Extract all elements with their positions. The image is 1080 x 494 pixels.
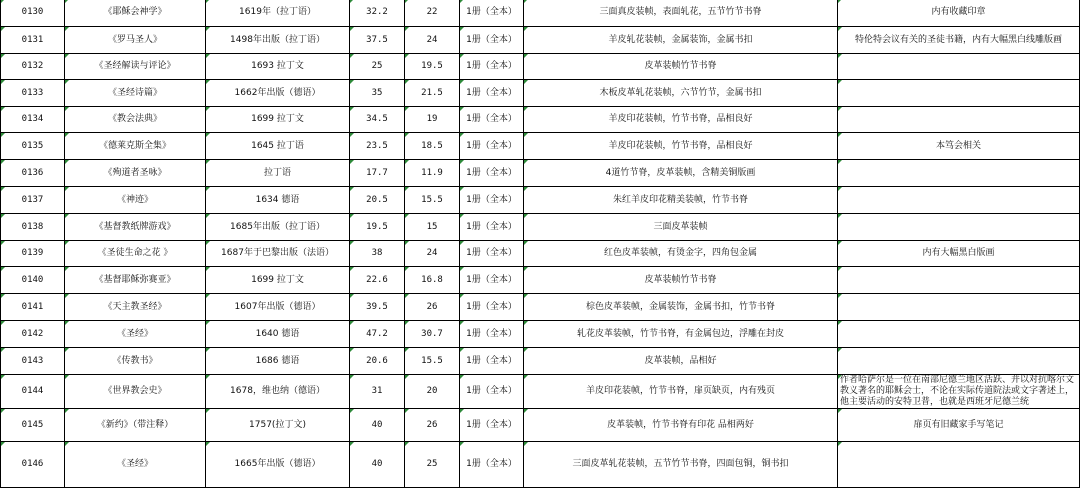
table-row bbox=[1, 321, 1080, 348]
cell-width-cm[interactable]: 24 bbox=[405, 241, 460, 267]
cell-book-title[interactable]: 《天主教圣经》 bbox=[65, 294, 206, 321]
cell-height-cm[interactable]: 34.5 bbox=[350, 107, 405, 133]
cell-note[interactable] bbox=[838, 214, 1080, 241]
cell-width-cm[interactable]: 26 bbox=[405, 409, 460, 442]
cell-height-cm[interactable]: 35 bbox=[350, 80, 405, 107]
cell-height-cm[interactable]: 17.7 bbox=[350, 160, 405, 187]
cell-height-cm[interactable]: 37.5 bbox=[350, 27, 405, 54]
cell-book-title[interactable]: 《教会法典》 bbox=[65, 107, 206, 133]
cell-book-title[interactable]: 《圣经》 bbox=[65, 442, 206, 488]
cell-binding[interactable]: 羊皮印花装帧，竹节书脊，扉页缺页，内有残页 bbox=[524, 375, 838, 409]
cell-height-cm[interactable]: 20.5 bbox=[350, 187, 405, 214]
cell-volume-count[interactable]: 1册（全本） bbox=[460, 267, 524, 294]
table-row bbox=[1, 267, 1080, 294]
cell-note[interactable] bbox=[838, 321, 1080, 348]
cell-publication[interactable]: 1607年出版（德语） bbox=[206, 294, 350, 321]
cell-publication[interactable]: 1619年（拉丁语） bbox=[206, 0, 350, 27]
table-row bbox=[1, 107, 1080, 133]
cell-note[interactable] bbox=[838, 54, 1080, 80]
cell-book-title[interactable]: 《传教书》 bbox=[65, 348, 206, 375]
cell-width-cm[interactable]: 16.8 bbox=[405, 267, 460, 294]
cell-catalog-number[interactable]: 0136 bbox=[1, 160, 65, 187]
cell-catalog-number[interactable]: 0140 bbox=[1, 267, 65, 294]
cell-book-title[interactable]: 《圣徒生命之花 》 bbox=[65, 241, 206, 267]
table-row bbox=[1, 442, 1080, 488]
cell-book-title[interactable]: 《殉道者圣咏》 bbox=[65, 160, 206, 187]
cell-note[interactable] bbox=[838, 348, 1080, 375]
cell-volume-count[interactable]: 1册（全本） bbox=[460, 107, 524, 133]
cell-height-cm[interactable]: 47.2 bbox=[350, 321, 405, 348]
cell-binding[interactable]: 皮革装帧，竹节书脊有印花 品相两好 bbox=[524, 409, 838, 442]
cell-width-cm[interactable]: 15.5 bbox=[405, 187, 460, 214]
cell-note[interactable] bbox=[838, 442, 1080, 488]
cell-book-title[interactable]: 《基督教纸牌游戏》 bbox=[65, 214, 206, 241]
cell-volume-count[interactable]: 1册（全本） bbox=[460, 54, 524, 80]
cell-publication[interactable]: 1640 德语 bbox=[206, 321, 350, 348]
cell-width-cm[interactable]: 30.7 bbox=[405, 321, 460, 348]
cell-volume-count[interactable]: 1册（全本） bbox=[460, 133, 524, 160]
cell-publication[interactable]: 1678，维也纳（德语） bbox=[206, 375, 350, 409]
cell-height-cm[interactable]: 22.6 bbox=[350, 267, 405, 294]
cell-binding[interactable]: 皮革装帧竹节书脊 bbox=[524, 54, 838, 80]
cell-volume-count[interactable]: 1册（全本） bbox=[460, 0, 524, 27]
cell-binding[interactable]: 皮革装帧竹节书脊 bbox=[524, 267, 838, 294]
cell-width-cm[interactable]: 20 bbox=[405, 375, 460, 409]
cell-catalog-number[interactable]: 0130 bbox=[1, 0, 65, 27]
cell-note[interactable]: 作者哈萨尔是一位在南部尼德兰地区活跃、并以对抗喀尔文教义著名的耶稣会士，不论在实际传道院法或文字著述上，他主要活动的安特卫普，也就是西班牙尼德兰统 bbox=[838, 375, 1080, 409]
cell-width-cm[interactable]: 19 bbox=[405, 107, 460, 133]
cell-catalog-number[interactable]: 0137 bbox=[1, 187, 65, 214]
table-row bbox=[1, 375, 1080, 409]
cell-volume-count[interactable]: 1册（全本） bbox=[460, 348, 524, 375]
cell-binding[interactable]: 朱红羊皮印花精美装帧，竹节书脊 bbox=[524, 187, 838, 214]
cell-binding[interactable]: 羊皮印花装帧，竹节书脊，品相良好 bbox=[524, 133, 838, 160]
cell-volume-count[interactable]: 1册（全本） bbox=[460, 214, 524, 241]
cell-volume-count[interactable]: 1册（全本） bbox=[460, 27, 524, 54]
cell-publication[interactable]: 1687年于巴黎出版（法语） bbox=[206, 241, 350, 267]
cell-publication[interactable]: 1662年出版（德语） bbox=[206, 80, 350, 107]
table-row bbox=[1, 187, 1080, 214]
cell-note[interactable]: 本笃会相关 bbox=[838, 133, 1080, 160]
cell-binding[interactable]: 三面皮革装帧 bbox=[524, 214, 838, 241]
cell-volume-count[interactable]: 1册（全本） bbox=[460, 321, 524, 348]
cell-width-cm[interactable]: 24 bbox=[405, 27, 460, 54]
cell-binding[interactable]: 木板皮革轧花装帧，六节竹节，金属书扣 bbox=[524, 80, 838, 107]
cell-note[interactable] bbox=[838, 80, 1080, 107]
cell-width-cm[interactable]: 18.5 bbox=[405, 133, 460, 160]
cell-note[interactable] bbox=[838, 160, 1080, 187]
cell-book-title[interactable]: 《圣经诗篇》 bbox=[65, 80, 206, 107]
cell-height-cm[interactable]: 20.6 bbox=[350, 348, 405, 375]
cell-catalog-number[interactable]: 0135 bbox=[1, 133, 65, 160]
cell-height-cm[interactable]: 23.5 bbox=[350, 133, 405, 160]
table-row bbox=[1, 294, 1080, 321]
cell-publication[interactable]: 拉丁语 bbox=[206, 160, 350, 187]
cell-book-title[interactable]: 《新约》（带注释） bbox=[65, 409, 206, 442]
cell-note[interactable]: 扉页有旧藏家手写笔记 bbox=[838, 409, 1080, 442]
cell-catalog-number[interactable]: 0144 bbox=[1, 375, 65, 409]
cell-book-title[interactable]: 《基督耶稣弥赛亚》 bbox=[65, 267, 206, 294]
cell-publication[interactable]: 1634 德语 bbox=[206, 187, 350, 214]
cell-height-cm[interactable]: 40 bbox=[350, 409, 405, 442]
table-row bbox=[1, 348, 1080, 375]
cell-volume-count[interactable]: 1册（全本） bbox=[460, 80, 524, 107]
cell-catalog-number[interactable]: 0138 bbox=[1, 214, 65, 241]
cell-book-title[interactable]: 《罗马圣人》 bbox=[65, 27, 206, 54]
cell-height-cm[interactable]: 25 bbox=[350, 54, 405, 80]
cell-binding[interactable]: 棕色皮革装帧，金属装饰，金属书扣，竹节书脊 bbox=[524, 294, 838, 321]
cell-width-cm[interactable]: 19.5 bbox=[405, 54, 460, 80]
cell-height-cm[interactable]: 38 bbox=[350, 241, 405, 267]
cell-book-title[interactable]: 《世界教会史》 bbox=[65, 375, 206, 409]
cell-catalog-number[interactable]: 0133 bbox=[1, 80, 65, 107]
cell-book-title[interactable]: 《圣经》 bbox=[65, 321, 206, 348]
cell-book-title[interactable]: 《德莱克斯全集》 bbox=[65, 133, 206, 160]
cell-volume-count[interactable]: 1册（全本） bbox=[460, 409, 524, 442]
table-row bbox=[1, 54, 1080, 80]
cell-width-cm[interactable]: 21.5 bbox=[405, 80, 460, 107]
cell-publication[interactable]: 1693 拉丁文 bbox=[206, 54, 350, 80]
cell-volume-count[interactable]: 1册（全本） bbox=[460, 375, 524, 409]
cell-volume-count[interactable]: 1册（全本） bbox=[460, 442, 524, 488]
cell-publication[interactable]: 1757(拉丁文) bbox=[206, 409, 350, 442]
cell-width-cm[interactable]: 26 bbox=[405, 294, 460, 321]
cell-catalog-number[interactable]: 0141 bbox=[1, 294, 65, 321]
cell-book-title[interactable]: 《耶稣会神学》 bbox=[65, 0, 206, 27]
cell-note[interactable]: 内有收藏印章 bbox=[838, 0, 1080, 27]
cell-binding[interactable]: 红色皮革装帧，有烫金字，四角包金属 bbox=[524, 241, 838, 267]
cell-height-cm[interactable]: 19.5 bbox=[350, 214, 405, 241]
cell-catalog-number[interactable]: 0134 bbox=[1, 107, 65, 133]
cell-note[interactable]: 特伦特会议有关的圣徒书籍，内有大幅黑白线雕版画 bbox=[838, 27, 1080, 54]
table-body bbox=[1, 0, 1080, 488]
table-row bbox=[1, 0, 1080, 27]
cell-volume-count[interactable]: 1册（全本） bbox=[460, 241, 524, 267]
cell-publication[interactable]: 1699 拉丁文 bbox=[206, 267, 350, 294]
cell-book-title[interactable]: 《神迹》 bbox=[65, 187, 206, 214]
cell-catalog-number[interactable]: 0131 bbox=[1, 27, 65, 54]
cell-catalog-number[interactable]: 0139 bbox=[1, 241, 65, 267]
cell-volume-count[interactable]: 1册（全本） bbox=[460, 294, 524, 321]
cell-binding[interactable]: 轧花皮革装帧，竹节书脊，有金属包边，浮雕在封皮 bbox=[524, 321, 838, 348]
cell-width-cm[interactable]: 25 bbox=[405, 442, 460, 488]
cell-binding[interactable]: 三面真皮装帧，表面轧花，五节竹节书脊 bbox=[524, 0, 838, 27]
cell-height-cm[interactable]: 31 bbox=[350, 375, 405, 409]
cell-book-title[interactable]: 《圣经解读与评论》 bbox=[65, 54, 206, 80]
cell-binding[interactable]: 皮革装帧，品相好 bbox=[524, 348, 838, 375]
cell-width-cm[interactable]: 22 bbox=[405, 0, 460, 27]
cell-binding[interactable]: 4道竹节脊，皮革装帧，含精美铜版画 bbox=[524, 160, 838, 187]
cell-binding[interactable]: 羊皮轧花装帧，金属装饰，金属书扣 bbox=[524, 27, 838, 54]
cell-publication[interactable]: 1645 拉丁语 bbox=[206, 133, 350, 160]
cell-note[interactable] bbox=[838, 267, 1080, 294]
cell-catalog-number[interactable]: 0132 bbox=[1, 54, 65, 80]
cell-height-cm[interactable]: 32.2 bbox=[350, 0, 405, 27]
cell-catalog-number[interactable]: 0146 bbox=[1, 442, 65, 488]
cell-publication[interactable]: 1665年出版（德语） bbox=[206, 442, 350, 488]
cell-volume-count[interactable]: 1册（全本） bbox=[460, 187, 524, 214]
cell-publication[interactable]: 1686 德语 bbox=[206, 348, 350, 375]
cell-width-cm[interactable]: 11.9 bbox=[405, 160, 460, 187]
table-row bbox=[1, 133, 1080, 160]
cell-note[interactable]: 内有大幅黑白版画 bbox=[838, 241, 1080, 267]
cell-volume-count[interactable]: 1册（全本） bbox=[460, 160, 524, 187]
table-row bbox=[1, 27, 1080, 54]
cell-binding[interactable]: 三面皮革轧花装帧，五节竹节书脊，四面包铜，铜书扣 bbox=[524, 442, 838, 488]
table-row bbox=[1, 214, 1080, 241]
table-row bbox=[1, 241, 1080, 267]
table-row bbox=[1, 80, 1080, 107]
cell-binding[interactable]: 羊皮印花装帧，竹节书脊，品相良好 bbox=[524, 107, 838, 133]
table-row bbox=[1, 409, 1080, 442]
cell-height-cm[interactable]: 40 bbox=[350, 442, 405, 488]
cell-publication[interactable]: 1699 拉丁文 bbox=[206, 107, 350, 133]
cell-catalog-number[interactable]: 0143 bbox=[1, 348, 65, 375]
cell-publication[interactable]: 1685年出版（拉丁语） bbox=[206, 214, 350, 241]
cell-note[interactable] bbox=[838, 107, 1080, 133]
cell-width-cm[interactable]: 15 bbox=[405, 214, 460, 241]
cell-width-cm[interactable]: 15.5 bbox=[405, 348, 460, 375]
cell-publication[interactable]: 1498年出版（拉丁语） bbox=[206, 27, 350, 54]
cell-note[interactable] bbox=[838, 294, 1080, 321]
cell-catalog-number[interactable]: 0142 bbox=[1, 321, 65, 348]
cell-note[interactable] bbox=[838, 187, 1080, 214]
cell-catalog-number[interactable]: 0145 bbox=[1, 409, 65, 442]
cell-height-cm[interactable]: 39.5 bbox=[350, 294, 405, 321]
table-row bbox=[1, 160, 1080, 187]
